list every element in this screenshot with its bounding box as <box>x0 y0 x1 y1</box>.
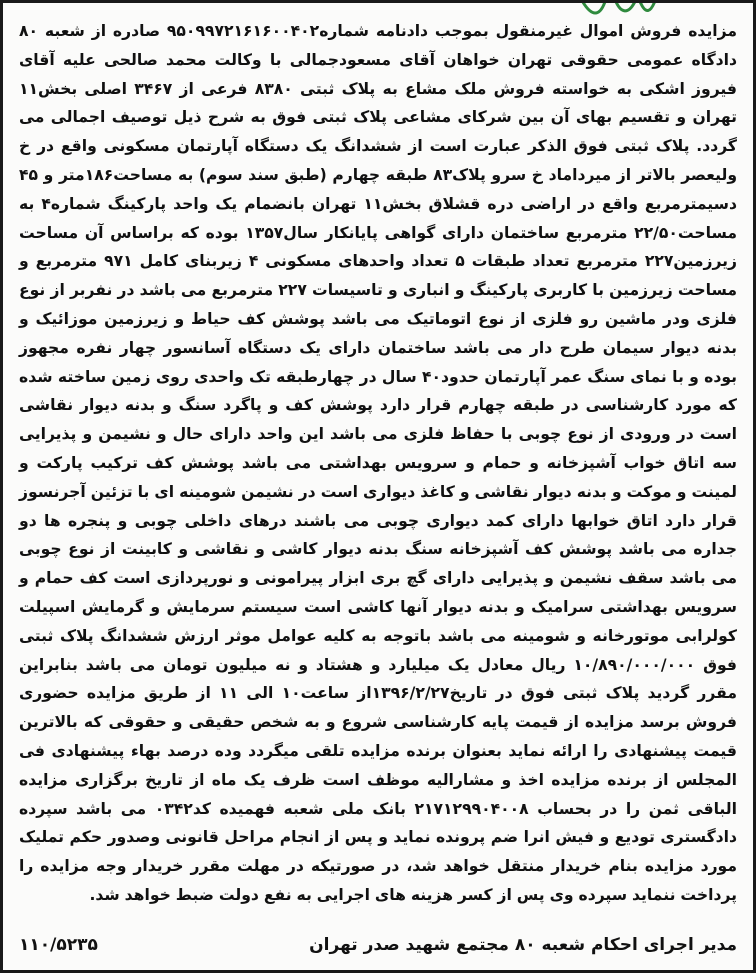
notice-body <box>19 17 737 910</box>
issuer-signature: مدیر اجرای احکام شعبه ۸۰ مجتمع شهید صدر تهران <box>309 935 737 955</box>
notice-footer <box>19 930 737 960</box>
notice-reference-number: ۱۱۰/۵۲۳۵ <box>19 935 98 955</box>
notice-paragraph: مزایده فروش اموال غیرمنقول بموجب دادنامه شماره۹۵۰۹۹۷۲۱۶۱۶۰۰۴۰۲ صادره از شعبه ۸۰ دادگاه عمومی حقوقی تهران خواهان آقای مسعودجمالی با وکالت محمد صالحی علیه آقای فیروز اشکی به خواسته فروش ملک مشاع به پلاک ثبتی ۸۳۸۰ فرعی از ۳۴۶۷ اصلی بخش۱۱ تهران و تقسیم بهای آن بین شرکای مشاعی پلاک ثبتی فوق به شرح ذیل توصیف اجمالی می گردد. پلاک ثبتی فوق الذکر عبارت است از ششدانگ یک دستگاه آپارتمان مسکونی واقع در خ ولیعصر بالاتر از میرداماد خ سرو پلاک۸۳ طبقه چهارم (طبق سند سوم) به مساحت۱۸۶متر و ۴۵ دسیمترمربع واقع در اراضی دره قشلاق بخش۱۱ تهران بانضمام یک واحد پارکینگ شماره۴ به مساحت۲۲/۵۰ مترمربع ساختمان دارای گواهی پایانکار سال۱۳۵۷ بوده که براساس آن مساحت زیرزمین۲۲۷ مترمربع تعداد طبقات ۵ تعداد واحدهای مسکونی ۴ زیربنای کامل ۹۷۱ مترمربع و مساحت زیرزمین با کاربری پارکینگ و انباری و تاسیسات ۲۲۷ مترمربع می باشد در نفربر از نوع فلزی ودر ماشین رو فلزی از نوع اتوماتیک می باشد پوشش کف حیاط و زیرزمین موزائیک و بدنه دیوار سیمان طرح دار می باشد ساختمان دارای یک دستگاه آسانسور چهار نفره مجهوز بوده و با نمای سنگ عمر آپارتمان حدود۴۰ سال در چهارطبقه تک واحدی روی زمین ساخته شده که مورد کارشناسی در طبقه چهارم قرار دارد پوشش کف و پاگرد سنگ و بدنه دیوار نقاشی است در ورودی از نوع چوبی با حفاظ فلزی می باشد این واحد دارای حال و نشیمن و پذیرایی سه اتاق خواب آشپزخانه و حمام و سرویس بهداشتی می باشد پوشش کف ترکیب پارکت و لمینت و موکت و بدنه دیوار نقاشی و کاغذ دیواری است در نشیمن شومینه ای با تزئین آجرنسوز قرار دارد اتاق خوابها دارای کمد دیواری چوبی می باشند درهای داخلی چوبی و پنجره ها دو جداره می باشد پوشش کف آشپزخانه سنگ بدنه دیوار کاشی و نقاشی و کابینت از نوع چوبی می باشد سقف نشیمن و پذیرایی دارای گچ بری ابزار پیرامونی و نورپردازی است کف حمام و سرویس بهداشتی سرامیک و بدنه دیوار آنها کاشی است سیستم سرمایش و گرمایش اسپیلت کولرابی موتورخانه و شومینه می باشد باتوجه به کلیه عوامل موثر ارزش ششدانگ پلاک ثبتی فوق ۱۰/۸۹۰/۰۰۰/۰۰۰ ریال معادل یک میلیارد و هشتاد و نه میلیون تومان می باشد بنابراین مقرر گردید پلاک ثبتی فوق در تاریخ۱۳۹۶/۲/۲۷از ساعت۱۰ الی ۱۱ از طریق مزایده حضوری فروش برسد مزایده از قیمت پایه کارشناسی شروع و به شخص حقیقی و حقوقی که بالاترین قیمت پیشنهادی را ارائه نماید بعنوان برنده مزایده تلقی میگردد وده درصد بهاء پیشنهادی فی المجلس از برنده مزایده اخذ و مشارالیه موظف است ظرف یک ماه از تاریخ برگزاری مزایده الباقی ثمن را در بحساب ۲۱۷۱۲۹۹۰۴۰۰۸ بانک ملی شعبه فهمیده کد۰۳۴۲ می باشد سپرده دادگستری تودیع و فیش انرا ضم پرونده نماید و پس از انجام مراحل قانونی وصدور حکم تملیک مورد مزایده بنام خریدار منتقل خواهد شد، در صورتیکه در مهلت مقرر خریدار وجه مزایده را پرداخت ننماید سپرده وی پس از کسر هزینه های اجرایی به نفع دولت ضبط خواهد شد. <box>19 22 738 904</box>
